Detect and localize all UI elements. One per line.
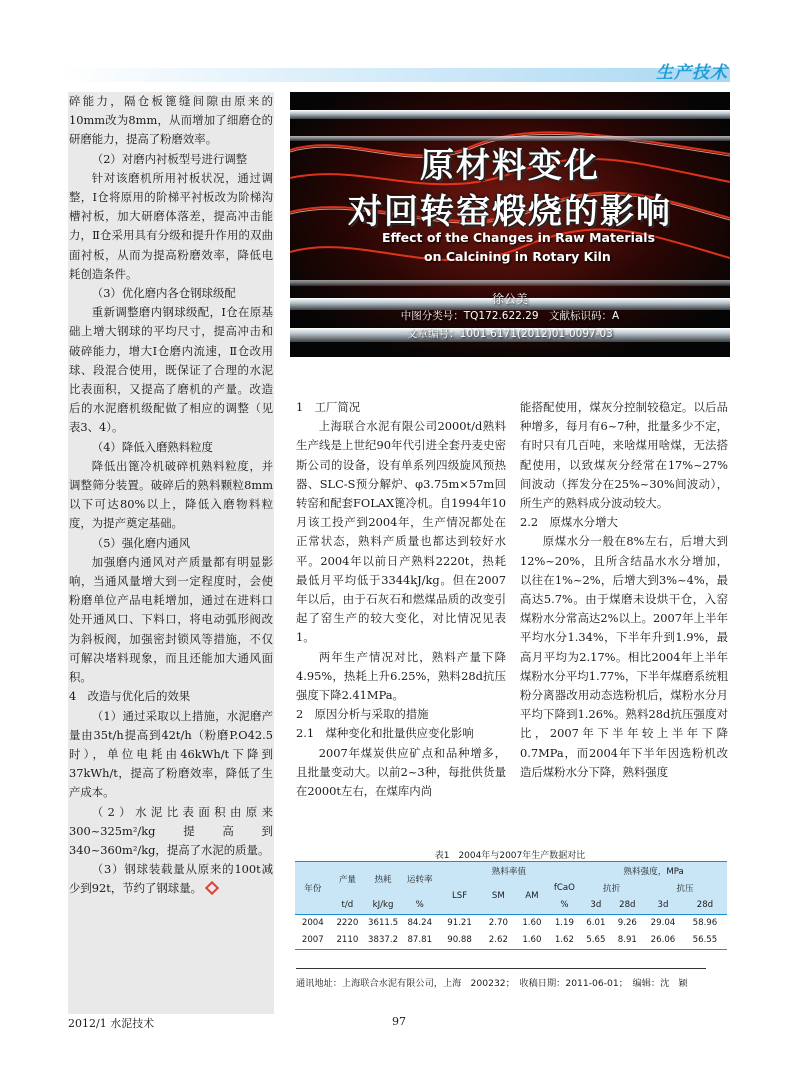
col-header-flexural: 抗折 bbox=[580, 879, 643, 897]
paragraph: （1）通过采取以上措施，水泥磨产量由35t/h提高到42t/h（粉磨P.O42.5时），单位电耗由46kWh/t下降到37kWh/t，提高了粉磨效率，降低了生产成本。 bbox=[69, 708, 273, 800]
table-cell: 84.24 bbox=[402, 914, 438, 932]
paragraph: 原煤水分一般在8%左右，后增大到12%~20%，且所含结晶水水分增加，以往在1%~2%，后增大到3%~4%，最高达5.7%。由于煤磨未设烘干仓，入窑煤粉水分常高达2%以上。2007年上半年平均水分1.34%，下半年升到1.9%，最高月平均为2.17%。相比2004年上半年煤粉水分平均1.77%，下半年煤磨系统粗粉分离器改用动态选粉机后，煤粉水分月平均下降到1.26%。熟料28d抗压强度对比，2007年下半年较上半年下降0.7MPa，而2004年下半年因选粉机改造后煤粉水分下降，熟料强度 bbox=[520, 534, 728, 779]
journal-issue: 2012/1 水泥技术 bbox=[68, 1017, 155, 1030]
unit-heat: kJ/kg bbox=[364, 897, 402, 915]
table-cell: 58.96 bbox=[683, 914, 727, 932]
paragraph: 2007年煤炭供应矿点和品种增多，且批量变动大。以前2~3种，每批供货量在2000t左右，在煤库内尚 bbox=[296, 745, 506, 799]
body-column-middle bbox=[296, 398, 506, 801]
col-header-rate: 运转率 bbox=[402, 862, 438, 897]
table-cell: 1.62 bbox=[549, 932, 580, 950]
unit-output: t/d bbox=[331, 897, 365, 915]
col-header-sm: SM bbox=[482, 879, 516, 914]
title-banner bbox=[290, 92, 730, 357]
table-cell: 2220 bbox=[331, 914, 365, 932]
table-row bbox=[295, 932, 727, 950]
paragraph: 加强磨内通风对产质量都有明显影响，当通风量增大到一定程度时，会使粉磨单位产品电耗增加，通过在进料口处开通风口、下料口，将电动弧形阀改为斜板阀，加强密封锁风等措施，不仅可解决堵料现象，而且还能加大通风面积。 bbox=[69, 554, 273, 685]
col-header-heat: 热耗 bbox=[364, 862, 402, 897]
table-cell: 1.60 bbox=[515, 914, 549, 932]
title-en-line1: Effect of the Changes in Raw Materials bbox=[382, 230, 656, 245]
title-cn-line2: 对回转窑煅烧的影响 bbox=[348, 192, 672, 232]
unit-rate: % bbox=[402, 897, 438, 915]
paragraph: 2.2 原煤水分增大 bbox=[520, 515, 618, 530]
correspondence-footnote: 通讯地址：上海联合水泥有限公司，上海 200232； 收稿日期：2011-06-01； 编辑：沈 颖 bbox=[296, 968, 706, 989]
paragraph: 4 改造与优化后的效果 bbox=[69, 689, 191, 704]
col-header-year: 年份 bbox=[295, 862, 331, 915]
unit-fcao: % bbox=[549, 897, 580, 915]
col-header-strength: 熟料强度，MPa bbox=[580, 862, 727, 880]
table-cell: 2110 bbox=[331, 932, 365, 950]
paragraph: 降低出篦冷机破碎机熟料粒度，并调整筛分装置。破碎后的熟料颗粒8mm以下可达80%以上，降低入磨物料粒度，为提产奠定基础。 bbox=[69, 458, 273, 531]
col-header-comp-28d: 28d bbox=[683, 897, 727, 915]
table-cell: 56.55 bbox=[683, 932, 727, 950]
table-cell: 2.70 bbox=[482, 914, 516, 932]
paragraph: 2 原因分析与采取的措施 bbox=[296, 707, 429, 722]
body-column-right bbox=[520, 398, 728, 782]
col-header-lsf: LSF bbox=[438, 879, 482, 914]
col-header-output: 产量 bbox=[331, 862, 365, 897]
paragraph: （4）降低入磨熟料粒度 bbox=[91, 439, 213, 454]
table-cell: 29.04 bbox=[643, 914, 683, 932]
header-band bbox=[60, 68, 730, 82]
paragraph: 重新调整磨内钢球级配，Ⅰ仓在原基础上增大钢球的平均尺寸，提高冲击和破碎能力，增大Ⅰ仓磨内流速，Ⅱ仓改用球、段混合使用，既保证了合理的水泥比表面积，又提高了磨机的产量。改造后的水泥磨机级配做了相应的调整（见表3、4）。 bbox=[69, 305, 273, 435]
classification: 中图分类号：TQ172.622.29 文献标识码：A bbox=[400, 310, 620, 322]
table-cell: 2007 bbox=[295, 932, 331, 950]
table-cell: 3611.5 bbox=[364, 914, 402, 932]
table-cell: 8.91 bbox=[612, 932, 643, 950]
author: 徐公美 bbox=[491, 292, 528, 306]
paragraph: （2）对磨内衬板型号进行调整 bbox=[91, 151, 248, 166]
col-header-comp-3d: 3d bbox=[643, 897, 683, 915]
col-header-compressive: 抗压 bbox=[643, 879, 727, 897]
paragraph: （5）强化磨内通风 bbox=[91, 535, 191, 550]
table-cell: 87.81 bbox=[402, 932, 438, 950]
left-column-text bbox=[68, 92, 274, 899]
paragraph: （2）水泥比表面积由原来300~325m²/kg提高到340~360m²/kg，提高了水泥的质量。 bbox=[69, 804, 273, 857]
end-of-article-icon bbox=[205, 881, 219, 895]
paragraph: 碎能力，隔仓板篦缝间隙由原来的10mm改为8mm，从而增加了细磨仓的研磨能力，提高了粉磨效率。 bbox=[69, 94, 273, 147]
table-cell: 3837.2 bbox=[364, 932, 402, 950]
paragraph: 1 工厂简况 bbox=[296, 400, 361, 414]
col-header-fcao: fCaO bbox=[549, 879, 580, 897]
table-cell: 26.06 bbox=[643, 932, 683, 950]
table-cell: 9.26 bbox=[612, 914, 643, 932]
table-cell: 90.88 bbox=[438, 932, 482, 950]
col-header-am: AM bbox=[515, 879, 549, 914]
article-number: 文章编号：1001-6171(2012)01-0097-03 bbox=[407, 328, 613, 340]
col-header-flex-28d: 28d bbox=[612, 897, 643, 915]
table-cell: 2.62 bbox=[482, 932, 516, 950]
table-cell: 1.19 bbox=[549, 914, 580, 932]
table-row bbox=[295, 914, 727, 932]
paragraph: 能搭配使用，煤灰分控制较稳定。以后品种增多，每月有6~7种，批量多少不定，有时只有几百吨，来啥煤用啥煤，无法搭配使用，以致煤灰分经常在17%~27%间波动（挥发分在25%~30%间波动），所生产的熟料成分波动较大。 bbox=[520, 400, 728, 511]
table-caption: 表1 2004年与2007年生产数据对比 bbox=[434, 851, 586, 861]
title-en-line2: on Calcining in Rotary Kiln bbox=[424, 249, 611, 264]
production-data-table bbox=[295, 861, 727, 950]
page-number: 97 bbox=[392, 1015, 406, 1028]
section-title: 生产技术 bbox=[656, 63, 728, 83]
paragraph: 2.1 煤种变化和批量供应变化影响 bbox=[296, 726, 474, 741]
table-cell: 1.60 bbox=[515, 932, 549, 950]
paragraph: （3）钢球装载量从原来的100t减少到92t，节约了钢球量。 bbox=[69, 862, 273, 896]
paragraph: 针对该磨机所用衬板状况，通过调整，Ⅰ仓将原用的阶梯平衬板改为阶梯沟槽衬板，加大研磨体落差，提高冲击能力，Ⅱ仓采用具有分级和提升作用的双曲面衬板，从而为提高粉磨效率，降低电耗创造条件。 bbox=[69, 170, 273, 281]
paragraph: 两年生产情况对比，熟料产量下降4.95%，热耗上升6.25%，熟料28d抗压强度下降2.41MPa。 bbox=[296, 649, 506, 703]
table-cell: 6.01 bbox=[580, 914, 611, 932]
table-cell: 2004 bbox=[295, 914, 331, 932]
table-cell: 91.21 bbox=[438, 914, 482, 932]
paragraph: 上海联合水泥有限公司2000t/d熟料生产线是上世纪90年代引进全套丹麦史密斯公司的设备，设有单系列四级旋风预热器、SLC-S预分解炉、φ3.75m×57m回转窑和配套FOLAX篦冷机。自1994年10月该工投产到2004年，生产情况都处在正常状态，熟料产质量也都达到较好水平。2004年以前日产熟料2220t，热耗最低月平均低于3344kJ/kg。但在2007年以后，由于石灰石和燃煤品质的改变引起了窑生产的较大变化，对比情况见表1。 bbox=[296, 419, 506, 645]
col-header-clinker-ratio: 熟料率值 bbox=[438, 862, 581, 880]
paragraph: （3）优化磨内各仓钢球级配 bbox=[91, 286, 236, 301]
title-cn-line1: 原材料变化 bbox=[420, 146, 600, 186]
col-header-flex-3d: 3d bbox=[580, 897, 611, 915]
table-cell: 5.65 bbox=[580, 932, 611, 950]
